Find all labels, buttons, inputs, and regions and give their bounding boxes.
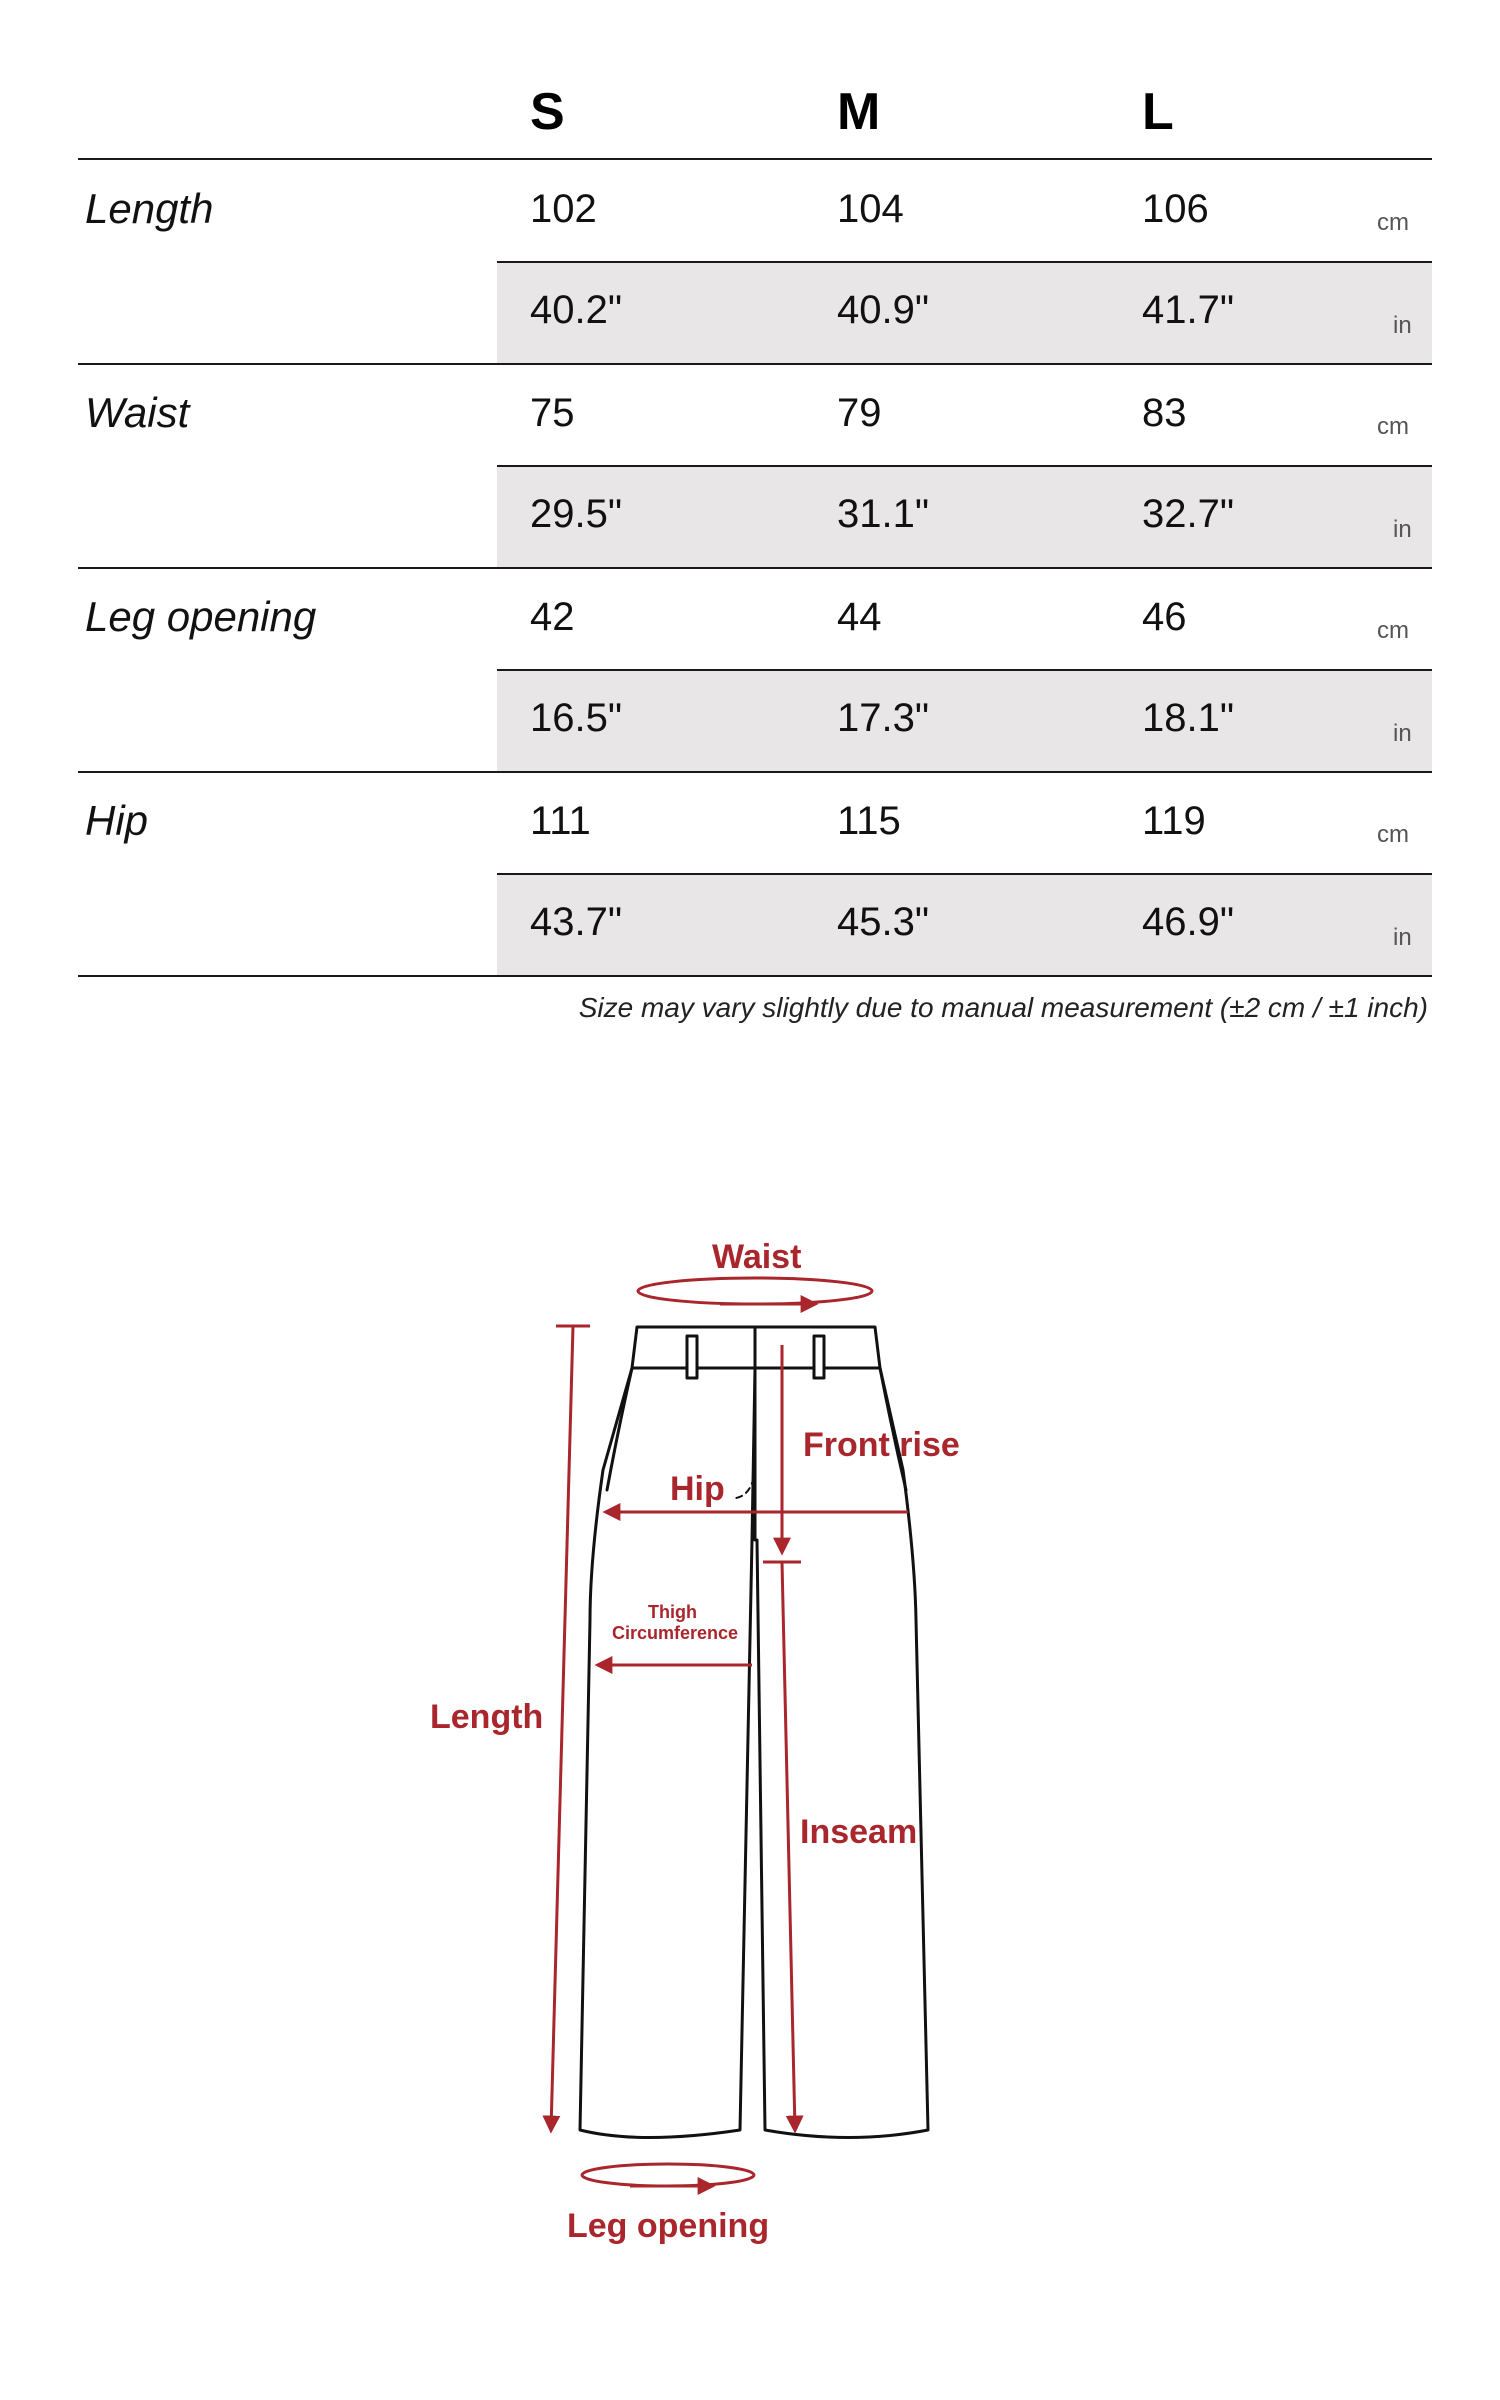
- table-cell: 40.2": [530, 288, 623, 332]
- table-cell: 46: [1142, 595, 1187, 639]
- label-length: Length: [430, 1698, 544, 1736]
- table-cell: 16.5": [530, 696, 623, 740]
- table-cell: 18.1": [1142, 696, 1235, 740]
- label-front-rise: Front rise: [803, 1426, 960, 1464]
- row-shade: [497, 262, 1432, 363]
- table-cell: 45.3": [837, 900, 930, 944]
- table-cell: 106: [1142, 187, 1209, 231]
- label-leg-opening: Leg opening: [567, 2207, 770, 2245]
- size-header-s: S: [530, 83, 565, 141]
- group-divider: [78, 567, 1432, 569]
- measurement-note: Size may vary slightly due to manual measurement (±2 cm / ±1 inch): [578, 992, 1428, 1023]
- pants-measurement-diagram: [0, 1180, 1500, 2260]
- row-shade: [497, 466, 1432, 567]
- row-label-waist: Waist: [85, 389, 190, 436]
- table-cell: 31.1": [837, 492, 930, 536]
- row-shade: [497, 670, 1432, 771]
- row-label-leg-opening: Leg opening: [85, 593, 317, 640]
- unit-cm: cm: [1377, 209, 1409, 236]
- table-cell: 83: [1142, 391, 1187, 435]
- row-divider: [497, 465, 1432, 467]
- unit-cm: cm: [1377, 617, 1409, 644]
- row-label-length: Length: [85, 185, 214, 232]
- row-divider: [497, 873, 1432, 875]
- row-divider: [497, 669, 1432, 671]
- table-cell: 111: [530, 799, 591, 843]
- label-hip: Hip: [670, 1470, 725, 1508]
- measurement-guides: [551, 1278, 908, 2186]
- label-inseam: Inseam: [800, 1813, 918, 1851]
- unit-in: in: [1393, 924, 1412, 951]
- table-cell: 41.7": [1142, 288, 1235, 332]
- table-cell: 102: [530, 187, 597, 231]
- belt-loop: [814, 1336, 824, 1378]
- left-pocket: [607, 1368, 632, 1490]
- table-cell: 75: [530, 391, 575, 435]
- group-divider: [78, 771, 1432, 773]
- label-thigh: Thigh: [648, 1602, 697, 1622]
- row-label-hip: Hip: [85, 797, 149, 844]
- left-leg: [580, 1368, 755, 2138]
- length-arrow: [551, 1326, 573, 2130]
- label-circumference: Circumference: [612, 1623, 739, 1643]
- table-cell: 115: [837, 799, 901, 843]
- unit-cm: cm: [1377, 413, 1409, 440]
- table-cell: 32.7": [1142, 492, 1235, 536]
- waist-loop-arrow: [638, 1278, 872, 1304]
- inseam-arrow: [782, 1562, 795, 2130]
- table-cell: 119: [1142, 799, 1206, 843]
- table-cell: 104: [837, 187, 904, 231]
- leg-opening-loop-arrow: [582, 2164, 754, 2186]
- unit-in: in: [1393, 516, 1412, 543]
- unit-in: in: [1393, 312, 1412, 339]
- row-divider: [497, 261, 1432, 263]
- group-divider: [78, 363, 1432, 365]
- unit-cm: cm: [1377, 821, 1409, 848]
- label-waist: Waist: [712, 1238, 802, 1276]
- row-shade: [497, 874, 1432, 975]
- table-cell: 43.7": [530, 900, 623, 944]
- table-cell: 44: [837, 595, 882, 639]
- table-cell: 29.5": [530, 492, 623, 536]
- size-header-l: L: [1142, 83, 1174, 141]
- table-cell: 42: [530, 595, 575, 639]
- table-cell: 79: [837, 391, 882, 435]
- unit-in: in: [1393, 720, 1412, 747]
- table-cell: 40.9": [837, 288, 930, 332]
- size-header-m: M: [837, 83, 881, 141]
- table-cell: 17.3": [837, 696, 930, 740]
- table-top-rule: [78, 158, 1432, 160]
- table-bottom-rule: [78, 975, 1432, 977]
- table-cell: 46.9": [1142, 900, 1235, 944]
- belt-loop: [687, 1336, 697, 1378]
